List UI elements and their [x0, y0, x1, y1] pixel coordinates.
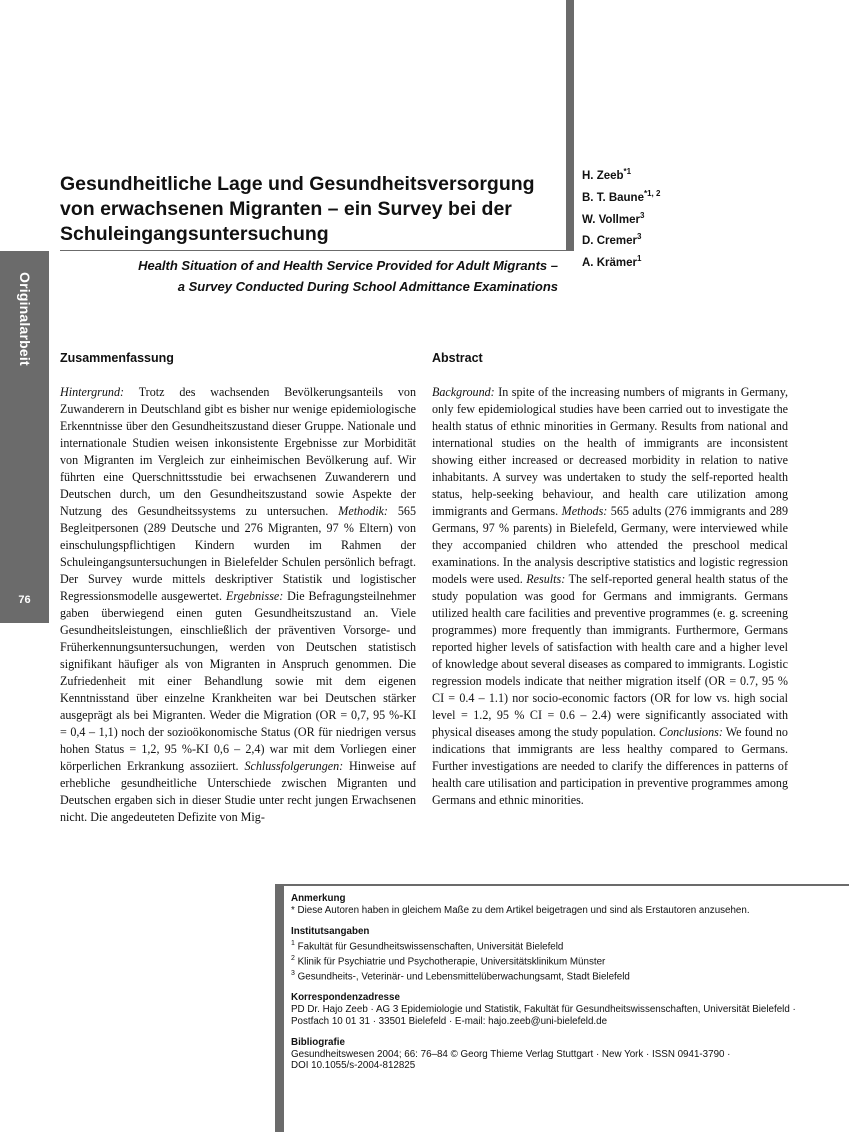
korrespondenz-text: PD Dr. Hajo Zeeb · AG 3 Epidemiologie und Statistik, Fakultät für Gesundheitswissenschaften, Universität Bielefeld · Postfach 10 01 31 · 33501 Bielefeld · E-mail: hajo.zeeb@uni-bielefeld.de	[291, 1003, 796, 1027]
korrespondenz-heading: Korrespondenzadresse	[291, 992, 400, 1004]
english-title-line: a Survey Conducted During School Admittance Examinations	[177, 278, 558, 294]
institut-heading: Institutsangaben	[291, 926, 370, 938]
bibliografie-line: Gesundheitswesen 2004; 66: 76–84 © Georg Thieme Verlag Stuttgart · New York · ISSN 0941-3790 ·	[291, 1048, 731, 1060]
zusammenfassung-heading: Zusammenfassung	[60, 351, 174, 365]
anmerkung-text: * Diese Autoren haben in gleichem Maße zu dem Artikel beigetragen und sind als Erstautoren anzusehen.	[291, 904, 750, 916]
author: B. T. Baune$^{*1, 2}$	[582, 188, 661, 204]
institut-block	[291, 926, 801, 982]
institut-item: $^2$ Klinik für Psychiatrie und Psychotherapie, Universitätsklinikum Münster	[291, 954, 606, 967]
page-number: 76	[18, 594, 31, 606]
abstract-text: Background: In spite of the increasing numbers of migrants in Germany, only few epidemiological studies have been carried out to investigate the health status of ethnic minorities in Germany. Results from national and international studies on the health of immigrants are inconsistent showing either increased or decreased morbidity in relation to native inhabitants. A survey was undertaken to study the self-reported health status, help-seeking behaviour, and health care utilization among immigrants and Germans. Methods: 565 adults (276 immigrants and 289 Germans, 97 % parents) in Bielefeld, Germany, were interviewed while they accompanied children who attended the preschool medical examinations. In the analysis descriptive statistics and logistic regression models were used. Results: The self-reported general health status of the study population was good for Germans and immigrants. Germans utilized health care facilities and preventive programmes (e. g. screening programmes) more frequently than immigrants. Furthermore, Germans reported higher levels of satisfaction with health care and a higher level of knowledge about several diseases as compared to immigrants. Logistic regression models indicate that neither migration itself (OR = 0.7, 95 % CI = 0.4 – 1.1) nor socio-economic factors (OR for low vs. high social level = 1.2, 95 % CI = 0.6 – 2.4) were significantly associated with physical diseases among the study population. Conclusions: We found no indications that immigrants are less healthy compared to Germans. Further investigations are needed to clarify the differences in patterns of health care utilisation and participation in preventive programmes among Germans and ethnic minorities.	[432, 385, 788, 807]
institut-item: $^1$ Fakultät für Gesundheitswissenschaften, Universität Bielefeld	[291, 939, 564, 953]
notes-side-bar	[275, 884, 284, 1132]
zusammenfassung-column	[60, 350, 416, 826]
institut-item: $^3$ Gesundheits-, Veterinär- und Lebensmittelüberwachungsamt, Stadt Bielefeld	[291, 969, 630, 982]
author: D. Cremer$^3$	[582, 232, 642, 248]
bibliografie-block	[291, 1037, 801, 1072]
bibliografie-line: DOI 10.1055/s-2004-812825	[291, 1060, 416, 1072]
article-title: Gesundheitliche Lage und Gesundheitsversorgung von erwachsenen Migranten – ein Survey bei der Schuleingangsuntersuchung	[60, 173, 535, 245]
author: W. Vollmer$^3$	[582, 210, 645, 226]
zusammenfassung-text: Hintergrund: Trotz des wachsenden Bevölkerungsanteils von Zuwanderern in Deutschland gibt es bisher nur wenige epidemiologische Erkenntnisse über den Gesundheitszustand dieser Gruppe. Nationale und internationale Studien weisen inkonsistente Ergebnisse zur Morbidität von Migranten im Vergleich zur einheimischen Bevölkerung auf. Wir führten eine Querschnittsstudie bei erwachsenen Zuwanderern und Deutschen durch, um den Gesundheitszustand sowie Aspekte der Nutzung des Gesundheitssystems zu untersuchen. Methodik: 565 Begleitpersonen (289 Deutsche und 276 Migranten, 97 % Eltern) von einschulungspflichtigen Kindern wurden im Rahmen der Schuleingangsuntersuchungen in Bielefelder Schulen persönlich befragt. Der Survey wurde mittels deskriptiver Statistik und logistischer Regressionsmodelle ausgewertet. Ergebnisse: Die Befragungsteilnehmer gaben überwiegend einen guten Gesundheitszustand an. Viele Gesundheitsleistungen, einschließlich der präventiven Vorsorge- und Früherkennungsuntersuchungen, werden von Deutschen statistisch signifikant häufiger als von Migranten in Anspruch genommen. Die Zufriedenheit mit einer Behandlung sowie mit dem eigenen Kenntnisstand über einzelne Krankheiten war bei Deutschen stärker ausgeprägt als bei Migranten. Weder die Migration (OR = 0,7, 95 %-KI = 0,4 – 1,1) noch der sozioökonomische Status (OR für niedrigen versus hohen Status = 1,2, 95 %-KI 0,6 – 2,4) war mit dem Vorliegen einer körperlichen Erkrankung assoziiert. Schlussfolgerungen: Hinweise auf erhebliche gesundheitliche Unterschiede zwischen Migranten und Deutschen ergaben sich in dieser Studie unter recht jungen Erwachsenen nicht. Die angedeuteten Defizite von Mig-	[60, 385, 417, 824]
notes-box	[291, 893, 801, 1082]
english-title	[100, 256, 558, 297]
english-title-line: Health Situation of and Health Service Provided for Adult Migrants –	[138, 258, 558, 273]
notes-top-rule	[275, 884, 849, 886]
bibliografie-heading: Bibliografie	[291, 1037, 345, 1049]
top-divider-bar	[566, 0, 574, 251]
anmerkung-block	[291, 893, 801, 916]
abstract-heading: Abstract	[432, 351, 483, 365]
anmerkung-heading: Anmerkung	[291, 893, 346, 904]
abstract-column	[432, 350, 788, 809]
author: H. Zeeb$^{*1}$	[582, 167, 632, 182]
korrespondenz-block	[291, 992, 801, 1027]
author: A. Krämer$^1$	[582, 254, 642, 270]
title-rule	[60, 250, 574, 251]
author-list	[582, 163, 842, 272]
side-label: Originalarbeit	[17, 272, 33, 366]
